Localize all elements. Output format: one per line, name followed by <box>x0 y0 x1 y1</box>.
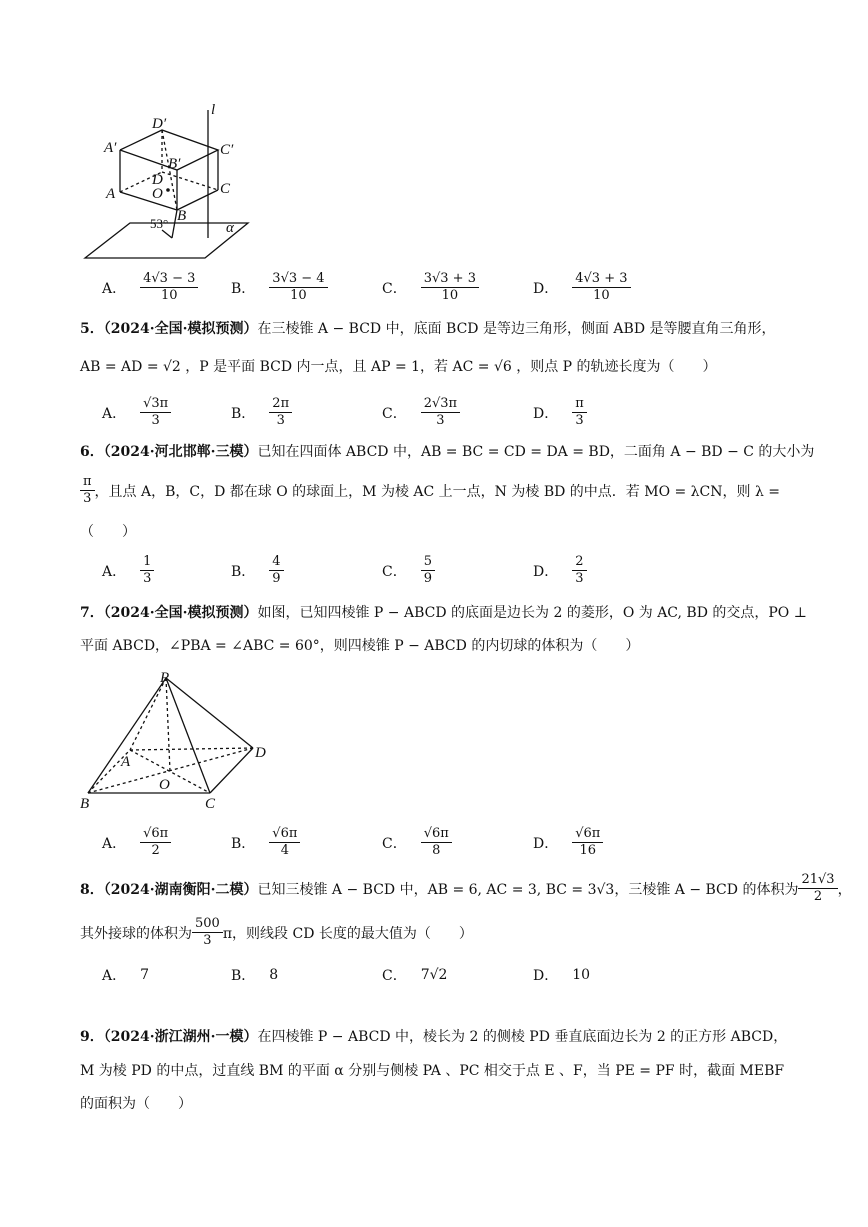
q5-option-b: B． $\frac{2\pi}{3}$ <box>231 396 292 429</box>
fig7-label-B: B <box>80 796 90 812</box>
q5-option-c: C． $\frac{2√3\pi}{3}$ <box>382 396 460 429</box>
q6-line1: 6．（2024·河北邯郸·三模）已知在四面体 ABCD 中，AB = BC = CD = DA = BD，二面角 A − BD − C 的大小为 <box>80 444 815 460</box>
q9-line2: M 为棱 PD 的中点，过直线 BM 的平面 α 分别与侧棱 PA 、PC 相交于点 E 、F，当 PE = PF 时，截面 MEBF <box>80 1063 785 1079</box>
q6-line3: （ ） <box>80 524 136 540</box>
q5-line1: 5．（2024·全国·模拟预测）在三棱锥 A − BCD 中，底面 BCD 是等边三角形，侧面 ABD 是等腰直角三角形， <box>80 321 776 337</box>
q5-option-a: A． $\frac{√3\pi}{3}$ <box>102 396 171 429</box>
fig4-label-Dprime: D′ <box>152 116 167 132</box>
q4-option-b: B． $\frac{3√3 - 4}{10}$ <box>231 271 328 304</box>
q8-option-b: B． 8 <box>231 967 279 984</box>
q7-head: 7．（2024·全国·模拟预测） <box>80 605 258 621</box>
fig4-label-D: D <box>152 172 163 188</box>
q6-head: 6．（2024·河北邯郸·三模） <box>80 444 258 460</box>
fig7-label-D: D <box>255 745 266 761</box>
fig4-label-A: A <box>106 186 116 202</box>
q4-option-a: A． $\frac{4√3 - 3}{10}$ <box>102 271 198 304</box>
q9-line3: 的面积为（ ） <box>80 1096 192 1112</box>
q5-option-d: D． $\frac{\pi}{3}$ <box>533 396 587 429</box>
fig4-label-alpha: α <box>226 220 234 236</box>
q6-line2: $\frac{\pi}{3}$ ，且点 A，B，C，D 都在球 O 的球面上，M 为棱 AC 上一点，N 为棱 BD 的中点．若 MO = λCN，则 λ = <box>80 474 780 507</box>
q7-figure <box>78 668 278 818</box>
fig4-label-Aprime: A′ <box>104 140 117 156</box>
fig4-label-C: C <box>220 181 231 197</box>
q4-figure <box>80 100 260 265</box>
q5-head: 5．（2024·全国·模拟预测） <box>80 321 258 337</box>
q7-option-b: B． $\frac{√6\pi}{4}$ <box>231 826 300 859</box>
q5-line2: AB = AD = √2 ，P 是平面 BCD 内一点，且 AP = 1，若 AC = √6 ，则点 P 的轨迹长度为（ ） <box>80 359 717 375</box>
q8-line2: 其外接球的体积为 $\frac{500}{3}$ π，则线段 CD 长度的最大值为（ ） <box>80 916 473 948</box>
q6-option-d: D． $\frac{2}{3}$ <box>533 554 587 587</box>
fig7-label-O: O <box>159 777 170 793</box>
fig4-label-l: l <box>211 102 216 118</box>
q9-head: 9．（2024·浙江湖州·一模） <box>80 1029 258 1045</box>
q8-volume-fraction: $\frac{21√3}{2}$ <box>798 872 837 905</box>
q4-option-d: D． $\frac{4√3 + 3}{10}$ <box>533 271 631 304</box>
q8-option-a: A． 7 <box>102 967 150 984</box>
q7-line1: 7．（2024·全国·模拟预测）如图，已知四棱锥 P − ABCD 的底面是边长为 2 的菱形，O 为 AC, BD 的交点，PO ⊥ <box>80 605 807 621</box>
q8-sphere-fraction: $\frac{500}{3}$ <box>192 916 223 949</box>
fig7-label-P: P <box>160 670 170 686</box>
q7-option-c: C． $\frac{√6\pi}{8}$ <box>382 826 452 859</box>
q8-head: 8．（2024·湖南衡阳·二模） <box>80 881 258 898</box>
fig4-label-O: O <box>152 186 163 202</box>
q4-option-c: C． $\frac{3√3 + 3}{10}$ <box>382 271 479 304</box>
q6-option-c: C． $\frac{5}{9}$ <box>382 554 435 587</box>
fig4-label-B: B <box>177 208 187 224</box>
q7-option-a: A． $\frac{√6\pi}{2}$ <box>102 826 171 859</box>
q8-option-d: D． 10 <box>533 967 591 984</box>
fig7-label-A: A <box>121 754 131 770</box>
fig4-label-Cprime: C′ <box>220 142 234 158</box>
q8-line1: 8．（2024·湖南衡阳·二模） 已知三棱锥 A − BCD 中，AB = 6, AC = 3, BC = 3√3，三棱锥 A − BCD 的体积为 $\frac{21√3}{2}$ ， <box>80 872 852 904</box>
q7-option-d: D． $\frac{√6\pi}{16}$ <box>533 826 603 859</box>
q9-line1: 9．（2024·浙江湖州·一模）在四棱锥 P − ABCD 中，棱长为 2 的侧棱 PD 垂直底面边长为 2 的正方形 ABCD， <box>80 1029 788 1045</box>
q6-option-b: B． $\frac{4}{9}$ <box>231 554 284 587</box>
q8-option-c: C． 7√2 <box>382 967 448 984</box>
q7-line2: 平面 ABCD，∠PBA = ∠ABC = 60°，则四棱锥 P − ABCD 的内切球的体积为（ ） <box>80 638 640 654</box>
fig4-label-Bprime: B′ <box>168 156 181 172</box>
q6-option-a: A． $\frac{1}{3}$ <box>102 554 154 587</box>
fig4-label-angle: 53° <box>150 216 169 231</box>
fig7-label-C: C <box>205 796 216 812</box>
